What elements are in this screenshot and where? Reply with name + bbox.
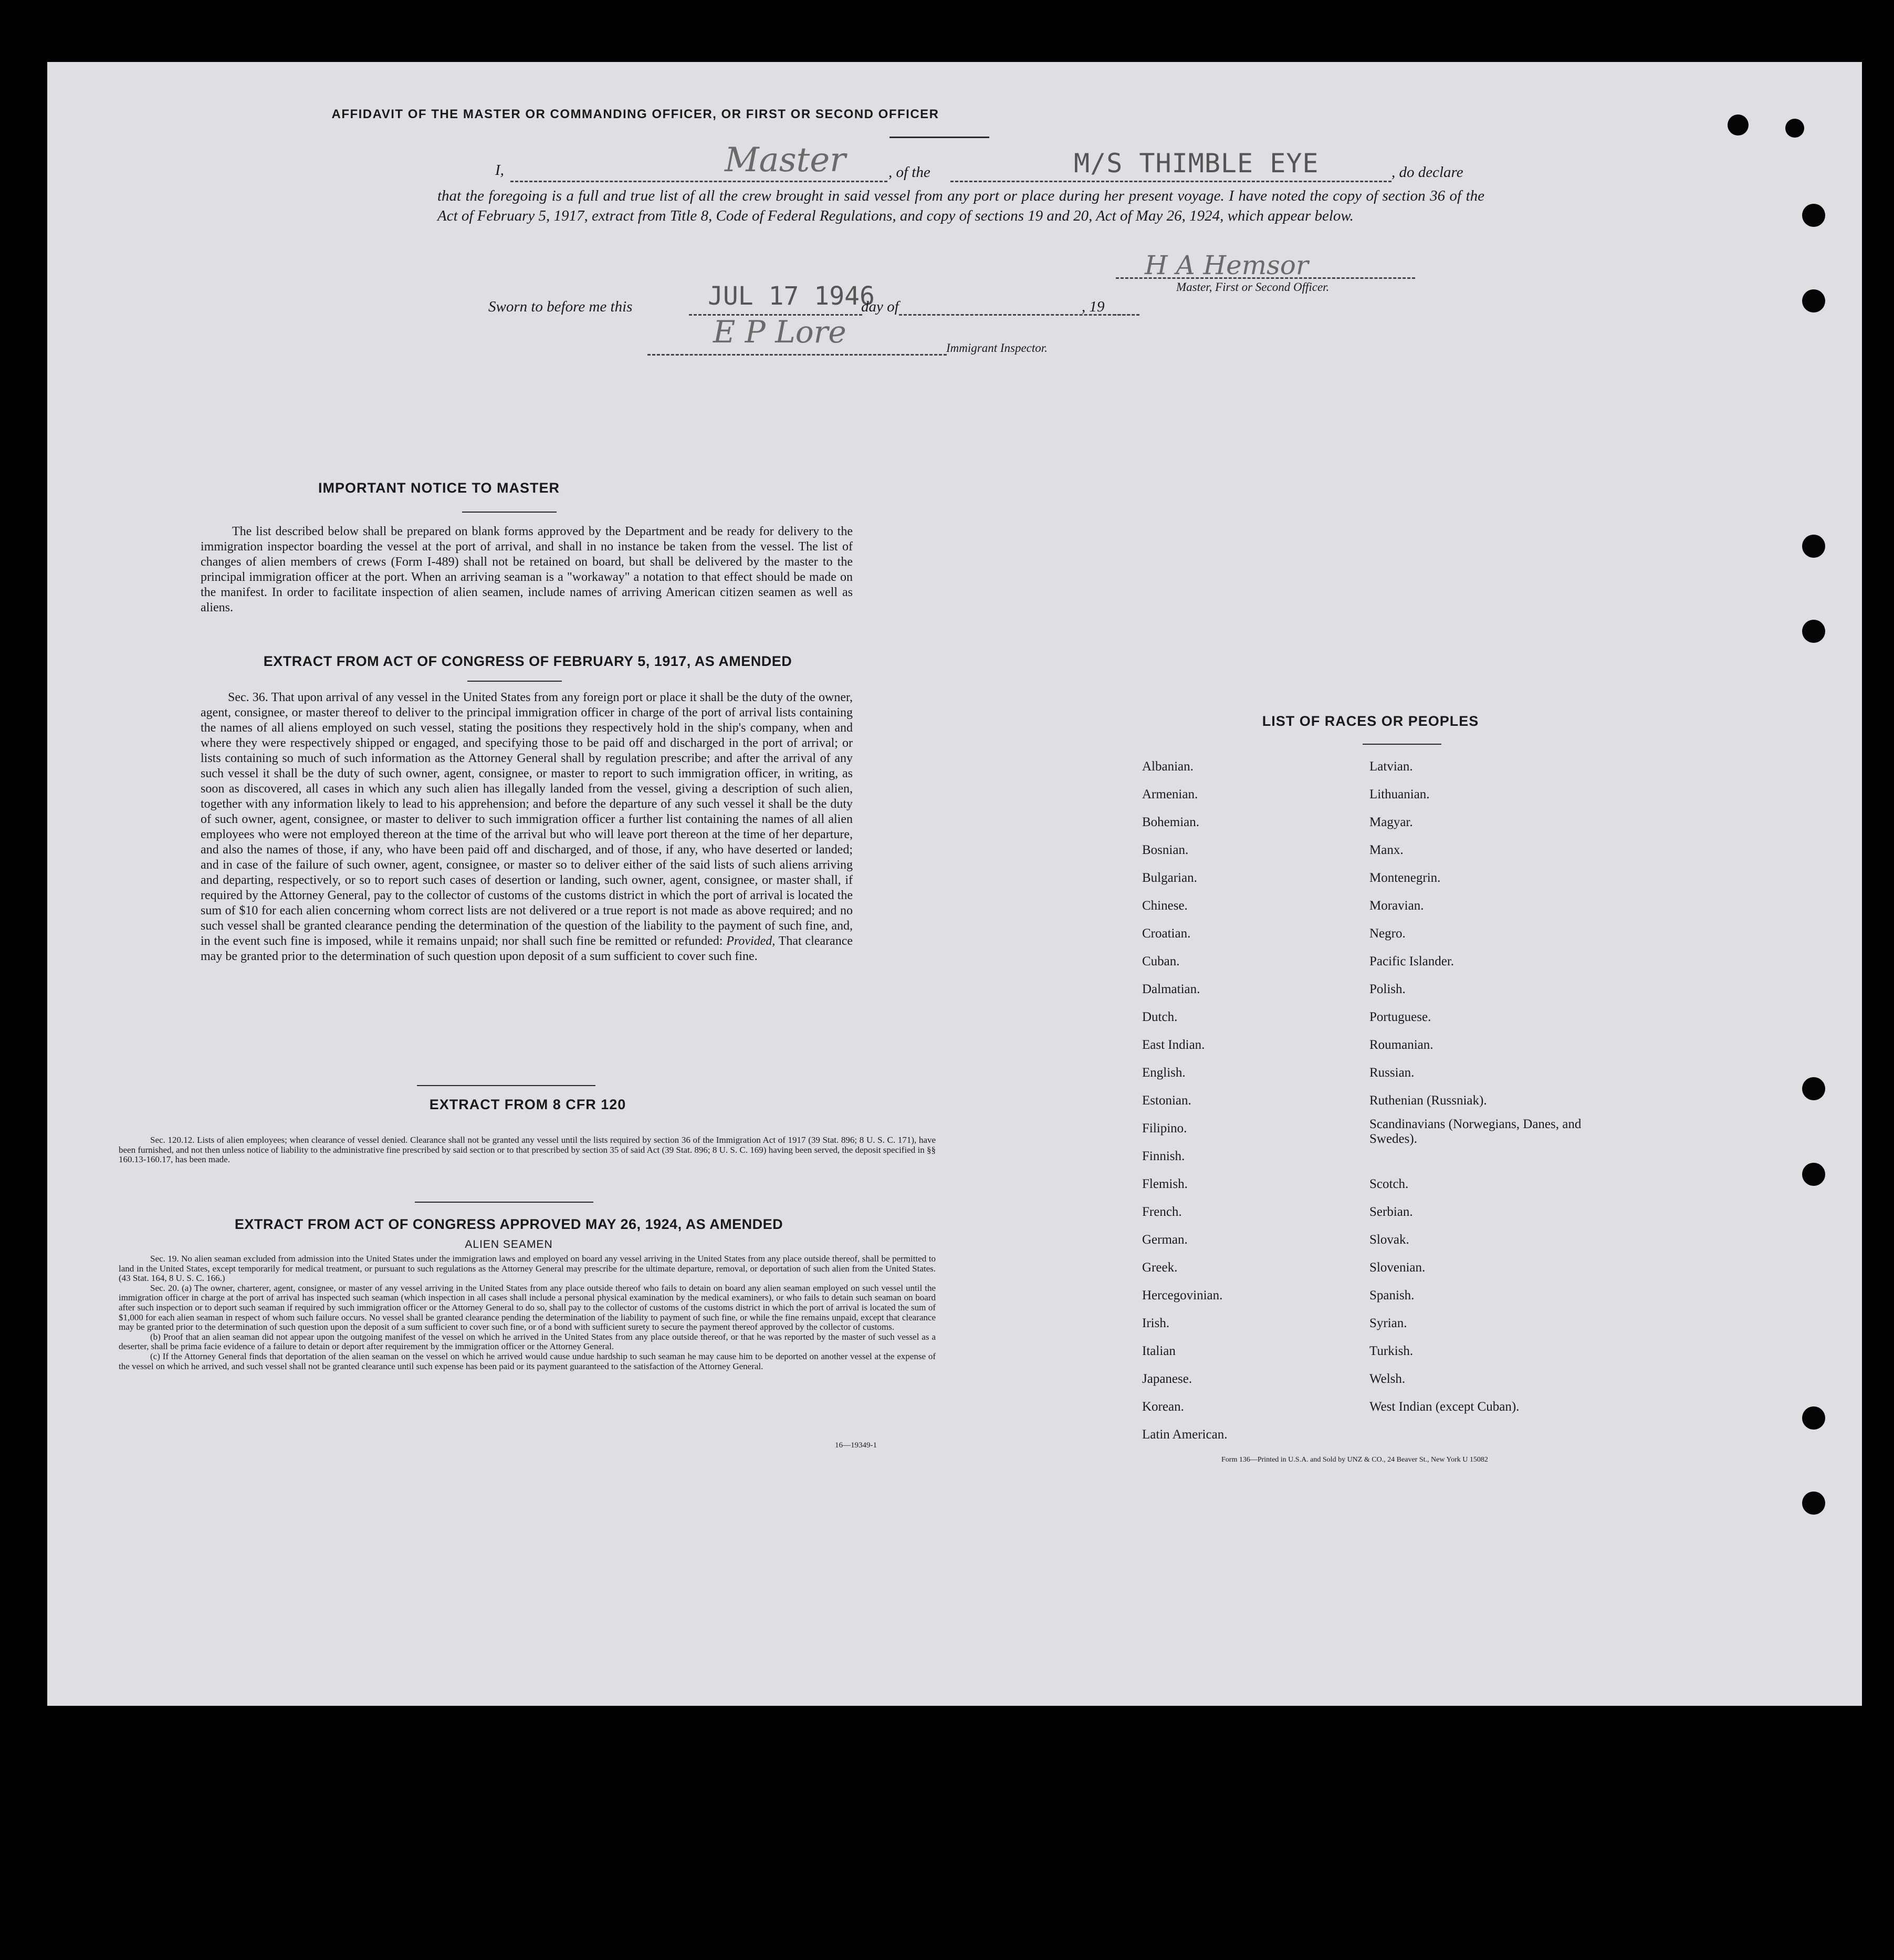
punch-hole bbox=[1728, 114, 1749, 135]
race-item: Hercegovinian. bbox=[1142, 1288, 1223, 1302]
race-item: West Indian (except Cuban). bbox=[1369, 1400, 1520, 1414]
race-item: Italian bbox=[1142, 1344, 1176, 1358]
race-item: Dutch. bbox=[1142, 1010, 1178, 1024]
race-item: Slovenian. bbox=[1369, 1260, 1426, 1275]
races-underline bbox=[1363, 744, 1441, 745]
punch-hole bbox=[1802, 1406, 1825, 1430]
race-item: Korean. bbox=[1142, 1400, 1184, 1414]
race-item: Ruthenian (Russniak). bbox=[1369, 1093, 1487, 1108]
extract-cfr-body: Sec. 120.12. Lists of alien employees; when clearance of vessel denied. Clearance shall not be granted any vessel until the lists required by section 36 of the Immigration Act of 1917 (39 Stat. 896; 8 U. S. C. 171), have been furnished, and not then unless notice of liability to the administrative fine prescribed by said section or to that prescribed by section 35 of said Act (39 Stat. 896; 8 U. S. C. 169) having been served, the deposit specified in §§ 160.13-160.17, has been made. bbox=[119, 1135, 936, 1165]
race-item: Polish. bbox=[1369, 982, 1406, 996]
punch-hole bbox=[1802, 620, 1825, 643]
race-item: Croatian. bbox=[1142, 926, 1191, 941]
sec-36-label: Sec. 36. bbox=[228, 691, 268, 704]
extract-cfr-title: EXTRACT FROM 8 CFR 120 bbox=[429, 1097, 626, 1112]
extract-1924-subtitle: ALIEN SEAMEN bbox=[465, 1238, 553, 1250]
extract-1924-body bbox=[119, 1254, 936, 1371]
sec-20b-paragraph: (b) Proof that an alien seaman did not appear upon the outgoing manifest of the vessel on which he arrived in the United States from any place outside thereof, or that he was reported by the master of such vessel as a deserter, shall be prima facie evidence of a failure to detain or deport after requirement by the immigration officer or the Attorney General. bbox=[119, 1331, 936, 1352]
race-item: Scotch. bbox=[1369, 1177, 1409, 1191]
document-page bbox=[47, 62, 1862, 1706]
punch-hole bbox=[1802, 204, 1825, 227]
race-item: Slovak. bbox=[1369, 1233, 1409, 1247]
affidavit-body: that the foregoing is a full and true list of all the crew brought in said vessel from any port or place during her present voyage. I have noted the copy of section 36 of the Act of February 5, 1917, extract from Title 8, Code of Federal Regulations, and copy of sections 19 and 20, Act of May 26, 1924, which appear below. bbox=[437, 187, 1484, 224]
notice-body: The list described below shall be prepared on blank forms approved by the Department and be ready for delivery to the immigration inspector boarding the vessel at the port of arrival, and shall in no instance be taken from the vessel. The list of changes of alien members of crews (Form I-489) shall not be retained on board, but shall be delivered by the master to the principal immigration officer at the port. When an arriving seaman is a "workaway" a notation to that effect should be made on the manifest. In order to facilitate inspection of alien seamen, include names of arriving American citizen seamen as well as aliens. bbox=[201, 525, 853, 614]
race-item: Bosnian. bbox=[1142, 843, 1189, 857]
race-item: German. bbox=[1142, 1233, 1188, 1247]
rank-blank bbox=[510, 181, 887, 182]
notice-title: IMPORTANT NOTICE TO MASTER bbox=[318, 480, 560, 496]
race-item: Serbian. bbox=[1369, 1205, 1413, 1219]
affidavit-line1-prefix: I, bbox=[495, 162, 504, 179]
punch-hole bbox=[1802, 1077, 1825, 1100]
race-item: Magyar. bbox=[1369, 815, 1413, 829]
race-item: Montenegrin. bbox=[1369, 871, 1441, 885]
affidavit-of-the: , of the bbox=[888, 164, 930, 181]
punch-hole bbox=[1802, 1492, 1825, 1515]
race-item: Dalmatian. bbox=[1142, 982, 1200, 996]
date-stamp: JUL 17 1946 bbox=[708, 282, 875, 311]
extract-1917-underline bbox=[467, 681, 562, 682]
year-blank bbox=[1113, 314, 1139, 316]
sec-20a-paragraph: Sec. 20. (a) The owner, charterer, agent, consignee, or master of any vessel arriving in the United States from any place outside thereof who fails to detain on board any alien seaman employed on such vessel until the immigration officer in charge at the port of arrival has inspected such seaman (which inspection in all cases shall include a personal physical examination by the medical examiners), or who fails to detain such seaman on board after such inspection or to deport such seaman if required by such immigration officer or the Attorney General to do so, shall pay to the collector of customs of the customs district in which the port of arrival is located the sum of $1,000 for each alien seaman in respect of whom such failure occurs. No vessel shall be granted clearance pending the determination of the liability to payment of such fine, or while the fine remains unpaid, except that clearance may be granted prior to the determination of such question upon the deposit of a sum sufficient to cover such fine, or of a bond with sufficient surety to secure the payment thereof approved by the collector of customs. bbox=[119, 1283, 936, 1332]
punch-hole bbox=[1785, 119, 1804, 138]
race-item: Greek. bbox=[1142, 1260, 1178, 1275]
signature-line bbox=[1116, 277, 1415, 279]
race-item: Pacific Islander. bbox=[1369, 954, 1454, 968]
race-item: Welsh. bbox=[1369, 1372, 1406, 1386]
affidavit-do-declare: , do declare bbox=[1391, 164, 1463, 181]
punch-hole bbox=[1802, 289, 1825, 312]
sec-20c-paragraph: (c) If the Attorney General finds that deportation of the alien seaman on the vessel on which he arrived would cause undue hardship to such seaman he may cause him to be deported on another vessel at the expense of the vessel on which he arrived, and such vessel shall not be granted clearance until such expense has been paid or its payment guaranteed to the satisfaction of the Attorney General. bbox=[119, 1351, 936, 1371]
race-item: Scandinavians (Norwegians, Danes, and Swedes). bbox=[1369, 1117, 1582, 1146]
race-item: Turkish. bbox=[1369, 1344, 1414, 1358]
race-item: Latvian. bbox=[1369, 759, 1413, 774]
extract-1917-body bbox=[201, 690, 853, 964]
race-item: Finnish. bbox=[1142, 1149, 1185, 1163]
race-item: Manx. bbox=[1369, 843, 1404, 857]
race-item: Negro. bbox=[1369, 926, 1406, 941]
sec-36-text: That upon arrival of any vessel in the United States from any foreign port or place it shall be the duty of the owner, agent, consignee, or master thereof to deliver to the principal immigration officer in charge of the port of arrival lists containing the names of all aliens employed on such vessel, stating the positions they respectively hold in the ship's company, when and where they were respectively shipped or engaged, and specifying those to be paid off and discharged in the port of arrival; or lists containing so much of such information as the Attorney General shall by regulation prescribe; and after the arrival of any such vessel it shall be the duty of such owner, agent, consignee, or master to report to such immigration officer, in writing, as soon as discovered, all cases in which any such alien has illegally landed from the vessel, giving a description of such alien, together with any information likely to lead to his apprehension; and before the departure of any such vessel it shall be the duty of such owner, agent, consignee, or master to deliver to such immigration officer a further list containing the names of all alien employees who were not employed thereon at the time of the arrival but who will leave port thereon at the time of her departure, and also the names of those, if any, who have been paid off and discharged, and of those, if any, who have deserted or landed; and in case of the failure of such owner, agent, consignee, or master so to deliver either of the said lists of such aliens arriving and departing, respectively, or so to report such cases of desertion or landing, such owner, agent, consignee, or master shall, if required by the Attorney General, pay to the collector of customs of the customs district in which the port of arrival is located the sum of $10 for each alien concerning whom correct lists are not delivered or a true report is not made as above required; and no such vessel shall be granted clearance pending the determination of the question of the liability to the payment of such fine, and, in the event such fine is imposed, while it remains unpaid; nor shall such fine be remitted or refunded: bbox=[201, 691, 853, 948]
vessel-name-stamp: M/S THIMBLE EYE bbox=[1074, 148, 1319, 179]
form-footer: Form 136—Printed in U.S.A. and Sold by UNZ & CO., 24 Beaver St., New York U 15082 bbox=[1221, 1456, 1488, 1464]
signature-caption: Master, First or Second Officer. bbox=[1176, 280, 1330, 294]
race-item: Irish. bbox=[1142, 1316, 1170, 1330]
sec-19-paragraph: Sec. 19. No alien seaman excluded from admission into the United States under the immigration laws and employed on board any vessel arriving in the United States from any place outside thereof, shall be permitted to land in the United States, except temporarily for medical treatment, or pursuant to such regulations as the Attorney General may prescribe for the ultimate departure, removal, or deportation of such alien from the United States. (43 Stat. 164, 8 U. S. C. 166.) bbox=[119, 1254, 936, 1284]
affidavit-title: AFFIDAVIT OF THE MASTER OR COMMANDING OFFICER, OR FIRST OR SECOND OFFICER bbox=[331, 107, 939, 121]
officer-signature: H A Hemsor bbox=[1145, 250, 1309, 280]
race-item: Filipino. bbox=[1142, 1121, 1187, 1135]
race-item: Armenian. bbox=[1142, 787, 1198, 801]
race-item: Bulgarian. bbox=[1142, 871, 1197, 885]
notice-underline bbox=[462, 512, 557, 513]
sec-36-text-2: That clearance may be granted prior to the determination of such question upon deposit of a sum sufficient to cover such fine. bbox=[201, 934, 853, 963]
race-item: Albanian. bbox=[1142, 759, 1194, 774]
divider-1 bbox=[417, 1085, 595, 1086]
race-item: French. bbox=[1142, 1205, 1182, 1219]
race-item: Latin American. bbox=[1142, 1427, 1228, 1442]
race-item: Roumanian. bbox=[1369, 1038, 1433, 1052]
race-item: Moravian. bbox=[1369, 899, 1424, 913]
race-item: Flemish. bbox=[1142, 1177, 1188, 1191]
vessel-blank bbox=[950, 181, 1391, 182]
title-underline bbox=[890, 137, 989, 138]
race-item: East Indian. bbox=[1142, 1038, 1205, 1052]
inspector-caption: Immigrant Inspector. bbox=[946, 341, 1048, 355]
extract-1924-title: EXTRACT FROM ACT OF CONGRESS APPROVED MAY 26, 1924, AS AMENDED bbox=[234, 1216, 783, 1232]
race-item: English. bbox=[1142, 1066, 1186, 1080]
race-item: Lithuanian. bbox=[1369, 787, 1430, 801]
inspector-line bbox=[647, 354, 947, 356]
race-item: Spanish. bbox=[1369, 1288, 1415, 1302]
race-item: Chinese. bbox=[1142, 899, 1188, 913]
punch-hole bbox=[1802, 1163, 1825, 1186]
punch-hole bbox=[1802, 535, 1825, 558]
divider-2 bbox=[415, 1202, 593, 1203]
race-item: Japanese. bbox=[1142, 1372, 1192, 1386]
day-of: day of bbox=[861, 298, 899, 315]
race-item: Syrian. bbox=[1369, 1316, 1407, 1330]
rank-handwriting: Master bbox=[725, 141, 846, 180]
sworn-prefix: Sworn to before me this bbox=[488, 298, 633, 315]
inspector-signature: E P Lore bbox=[713, 314, 846, 350]
year-prefix: , 19 bbox=[1082, 298, 1105, 315]
races-title: LIST OF RACES OR PEOPLES bbox=[1262, 713, 1479, 729]
race-item: Cuban. bbox=[1142, 954, 1180, 968]
race-item: Portuguese. bbox=[1369, 1010, 1431, 1024]
provided-label: Provided, bbox=[726, 934, 776, 948]
extract-1917-title: EXTRACT FROM ACT OF CONGRESS OF FEBRUARY 5, 1917, AS AMENDED bbox=[263, 653, 792, 669]
race-item: Estonian. bbox=[1142, 1093, 1191, 1108]
race-item: Russian. bbox=[1369, 1066, 1415, 1080]
form-code: 16—19349-1 bbox=[835, 1441, 877, 1450]
race-item: Bohemian. bbox=[1142, 815, 1200, 829]
